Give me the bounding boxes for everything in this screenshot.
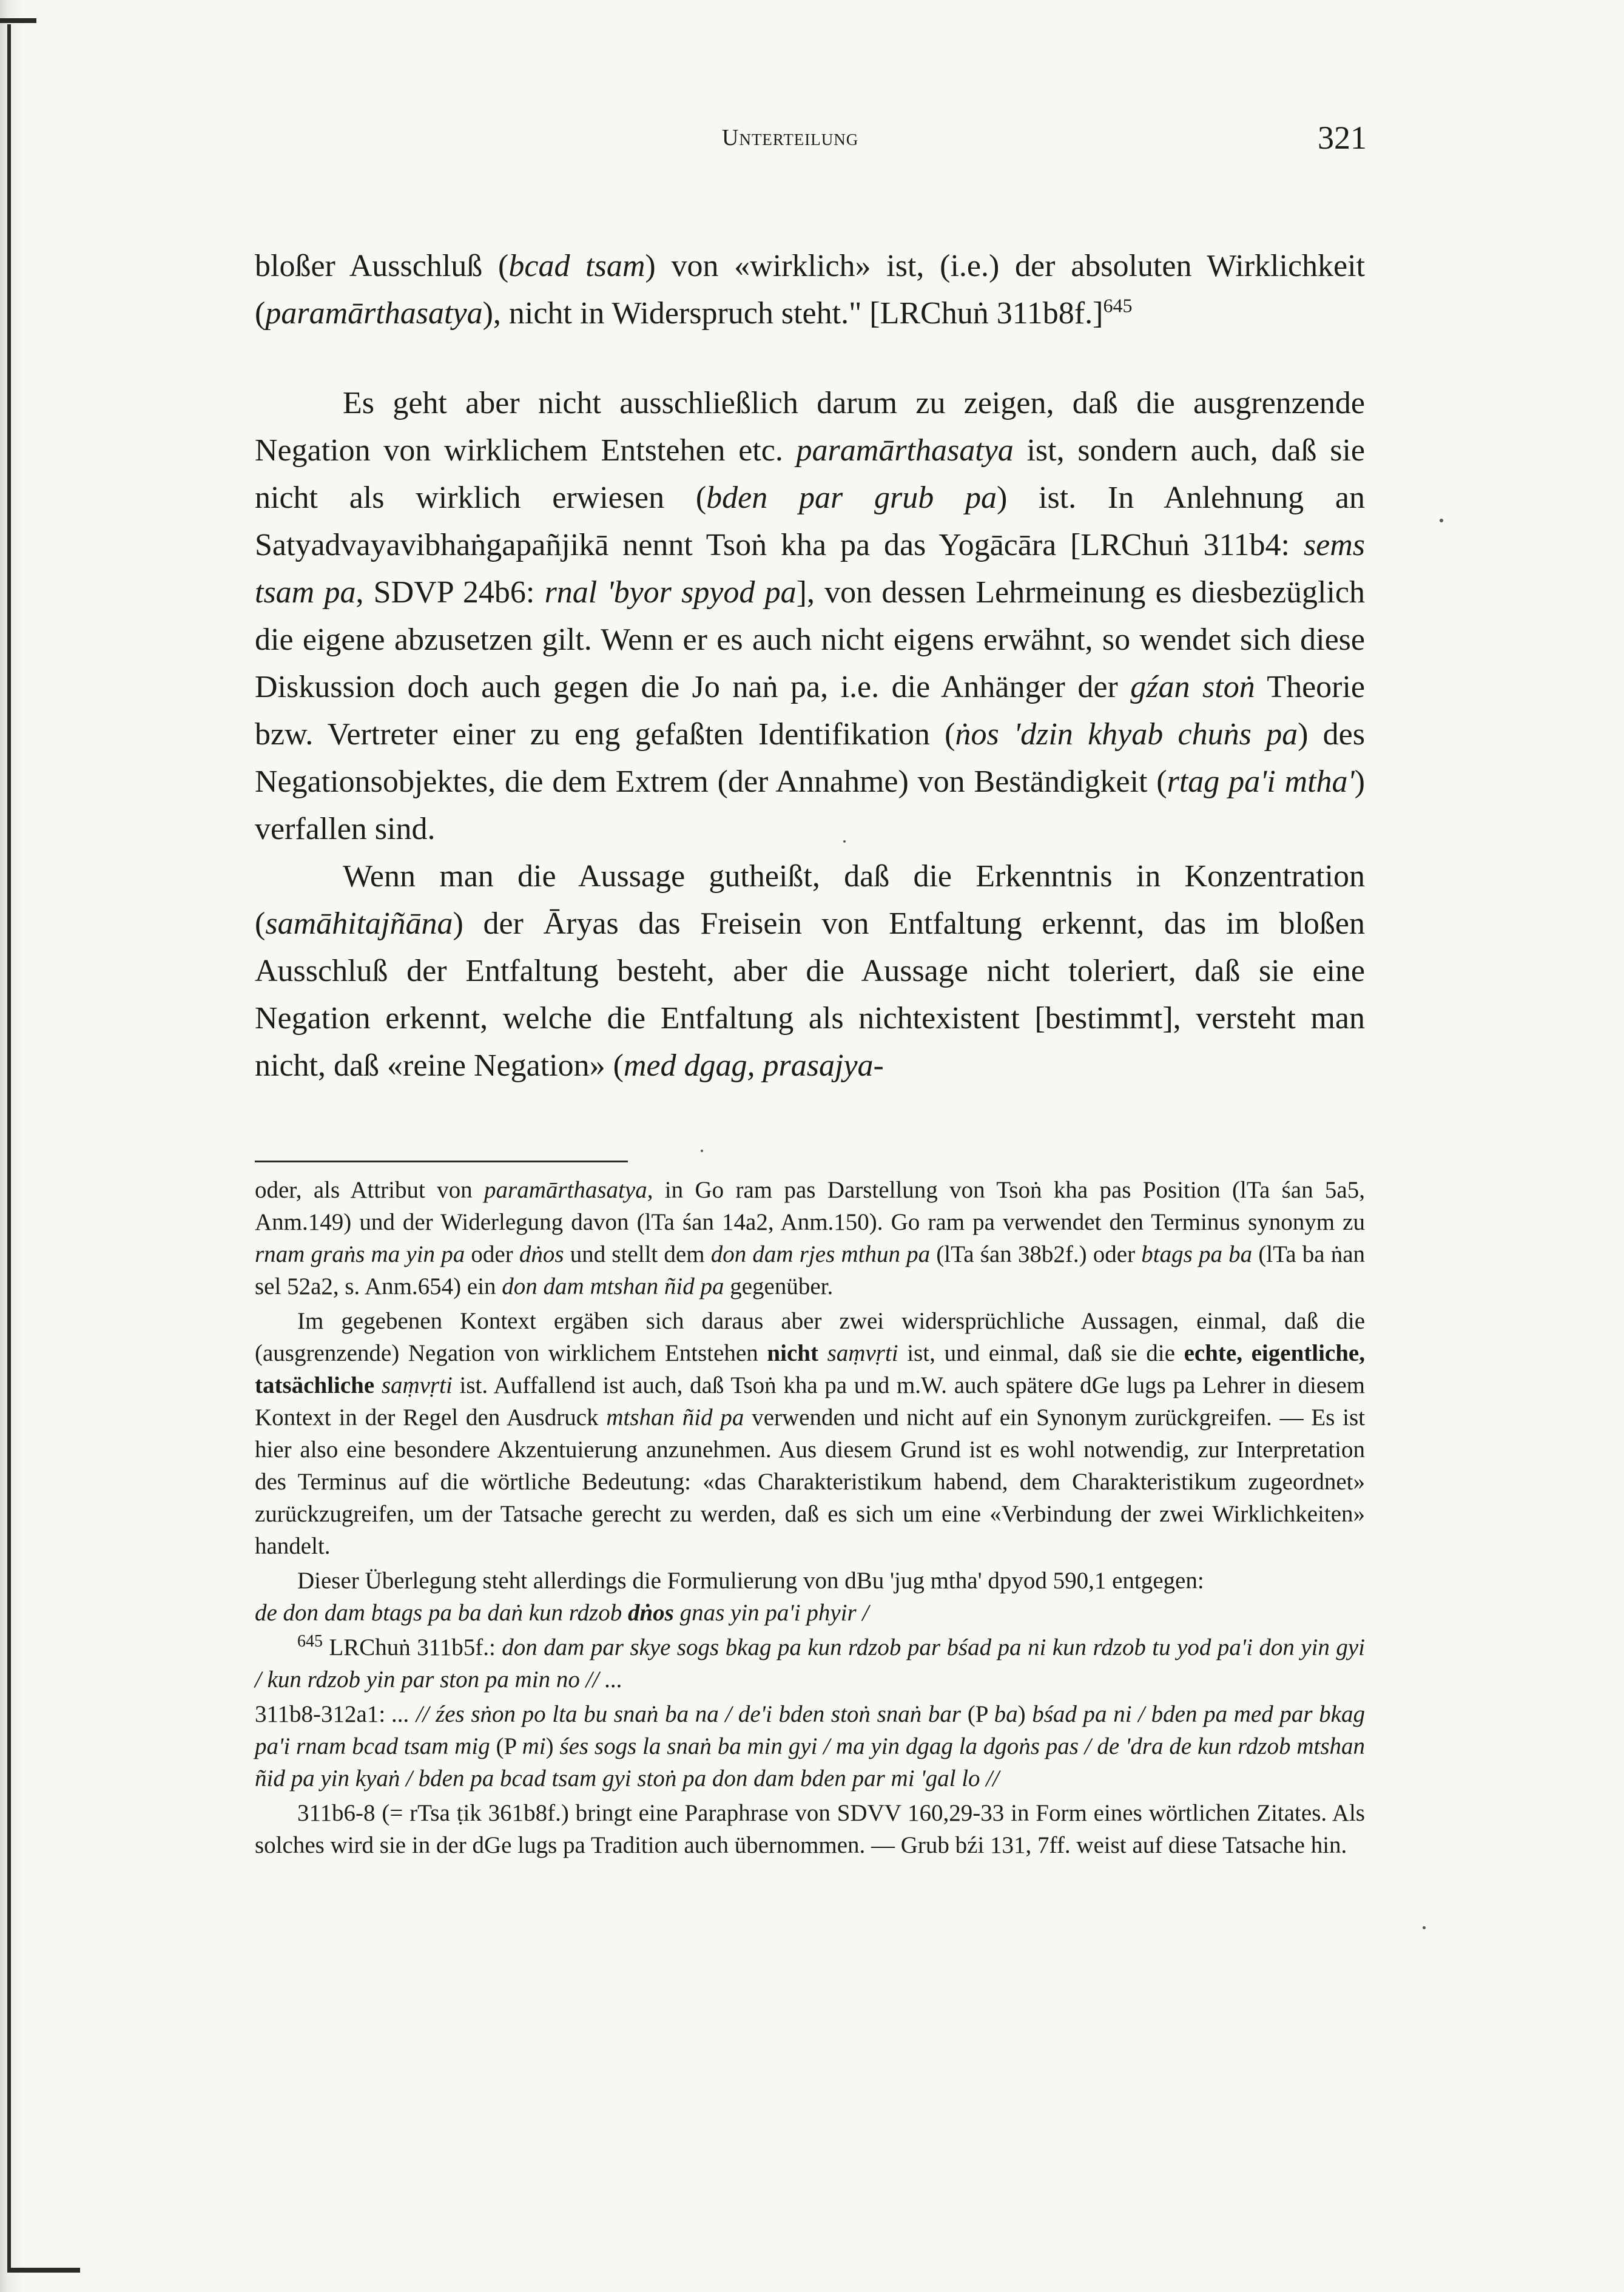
scan-speck xyxy=(701,1150,703,1152)
main-text xyxy=(255,243,1365,1090)
footnote-paragraph-3: Dieser Überlegung steht allerdings die Formulierung von dBu 'jug mtha' dpyod 590,1 entgegen: de don dam btags pa ba daṅ kun rdzob dṅos gnas yin pa'i phyir / xyxy=(255,1568,1204,1626)
scan-speck xyxy=(1440,519,1443,522)
scan-speck xyxy=(1423,1926,1426,1929)
footnote-645-note: 311b6-8 (= rTsa ṭik 361b8f.) bringt eine Paraphrase von SDVV 160,29-33 in Form eines wörtlichen Zitates. Als solches wird sie in der dGe lugs pa Tradition auch übernommen. — Grub bźi 131, 7ff. weist auf diese Tatsache hin. xyxy=(255,1800,1365,1858)
scan-bottom-mark xyxy=(7,2268,80,2273)
footnote-645-quote: 311b8-312a1: ... // źes sṅon po lta bu snaṅ ba na / de'i bden stoṅ snaṅ bar (P ba) bśad pa ni / bden pa med par bkag pa'i rnam bcad tsam mig (P mi) śes sogs la snaṅ ba min gyi / ma yin dgag la dgoṅs pas / de 'dra de kun rdzob mtshan ñid pa yin kyaṅ / bden pa bcad tsam gyi stoṅ pa don dam bden par mi 'gal lo // xyxy=(255,1701,1365,1791)
running-header: Unterteilung xyxy=(722,125,859,150)
footnotes xyxy=(255,1174,1365,1864)
footnote-ref: 645 xyxy=(1103,294,1133,317)
paragraph-1: bloßer Ausschluß (bcad tsam) von «wirklich» ist, (i.e.) der absoluten Wirklichkeit (paramārthasatya), nicht in Widerspruch steht." [LRChuṅ 311b8f.]$^{645}$ xyxy=(255,249,1365,331)
footnote-paragraph-2: Im gegebenen Kontext ergäben sich daraus aber zwei widersprüchliche Aussagen, einmal, daß die (ausgrenzende) Negation von wirklichem Entstehen nicht saṃvṛti ist, und einmal, daß sie die echte, eigentliche, tatsächliche saṃvṛti ist. Auffallend ist auch, daß Tsoṅ kha pa und m.W. auch spätere dGe lugs pa Lehrer in diesem Kontext in der Regel den Ausdruck mtshan ñid pa verwenden und nicht auf ein Synonym zurückgreifen. — Es ist hier also eine besondere Akzentuierung anzunehmen. Aus diesem Grund ist es wohl notwendig, zur Interpretation des Terminus auf die wörtliche Bedeutung: «das Charakteristikum habend, dem Charakteristikum zugeordnet» zurückzugreifen, um der Tatsache gerecht zu werden, daß es sich um eine «Verbindung der zwei Wirklichkeiten» handelt. xyxy=(255,1308,1366,1559)
footnote-continued: oder, als Attribut von paramārthasatya, in Go ram pas Darstellung von Tsoṅ kha pas Position (lTa śan 5a5, Anm.149) und der Widerlegung davon (lTa śan 14a2, Anm.150). Go ram pa verwendet den Terminus synonym zu rnam graṅs ma yin pa oder dṅos und stellt dem don dam rjes mthun pa (lTa śan 38b2f.) oder btags pa ba (lTa ba ṅan sel 52a2, s. Anm.654) ein don dam mtshan ñid pa gegenüber. xyxy=(255,1177,1366,1299)
footnote-645: $^{645}$ LRChuṅ 311b5f.: don dam par skye sogs bkag pa kun rdzob par bśad pa ni kun rdzob tu yod pa'i don yin gyi / kun rdzob yin par ston pa min no // ... xyxy=(255,1632,1365,1693)
paragraph-2: Es geht aber nicht ausschließlich darum zu zeigen, daß die ausgrenzende Negation von wirklichem Entstehen etc. paramārthasatya ist, sondern auch, daß sie nicht als wirklich erwiesen (bden par grub pa) ist. In Anlehnung an Satyadvayavibhaṅgapañjikā nennt Tsoṅ kha pa das Yogācāra [LRChuṅ 311b4: sems tsam pa, SDVP 24b6: rnal 'byor spyod pa], von dessen Lehrmeinung es diesbezüglich die eigene abzusetzen gilt. Wenn er es auch nicht eigens erwähnt, so wendet sich diese Diskussion doch auch gegen die Jo naṅ pa, i.e. die Anhänger der gźan stoṅ Theorie bzw. Vertreter einer zu eng gefaßten Identifikation (ṅos 'dzin khyab chuṅs pa) des Negationsobjektes, die dem Extrem (der Annahme) von Beständigkeit (rtag pa'i mtha') verfallen sind. xyxy=(255,386,1366,846)
scan-top-mark xyxy=(0,18,36,23)
scan-speck xyxy=(843,840,846,843)
paragraph-3: Wenn man die Aussage gutheißt, daß die Erkenntnis in Konzentration (samāhitajñāna) der Āryas das Freisein von Entfaltung erkennt, das im bloßen Ausschluß der Entfaltung besteht, aber die Aussage nicht toleriert, daß sie eine Negation erkennt, welche die Entfaltung als nichtexistent [bestimmt], versteht man nicht, daß «reine Negation» (med dgag, prasajya- xyxy=(255,859,1365,1083)
footnote-number: 645 xyxy=(297,1632,323,1651)
scan-binding-edge xyxy=(0,0,24,2292)
scan-left-edge-line xyxy=(7,24,11,2269)
footnote-separator xyxy=(255,1161,628,1162)
page-number: 321 xyxy=(1318,120,1367,156)
